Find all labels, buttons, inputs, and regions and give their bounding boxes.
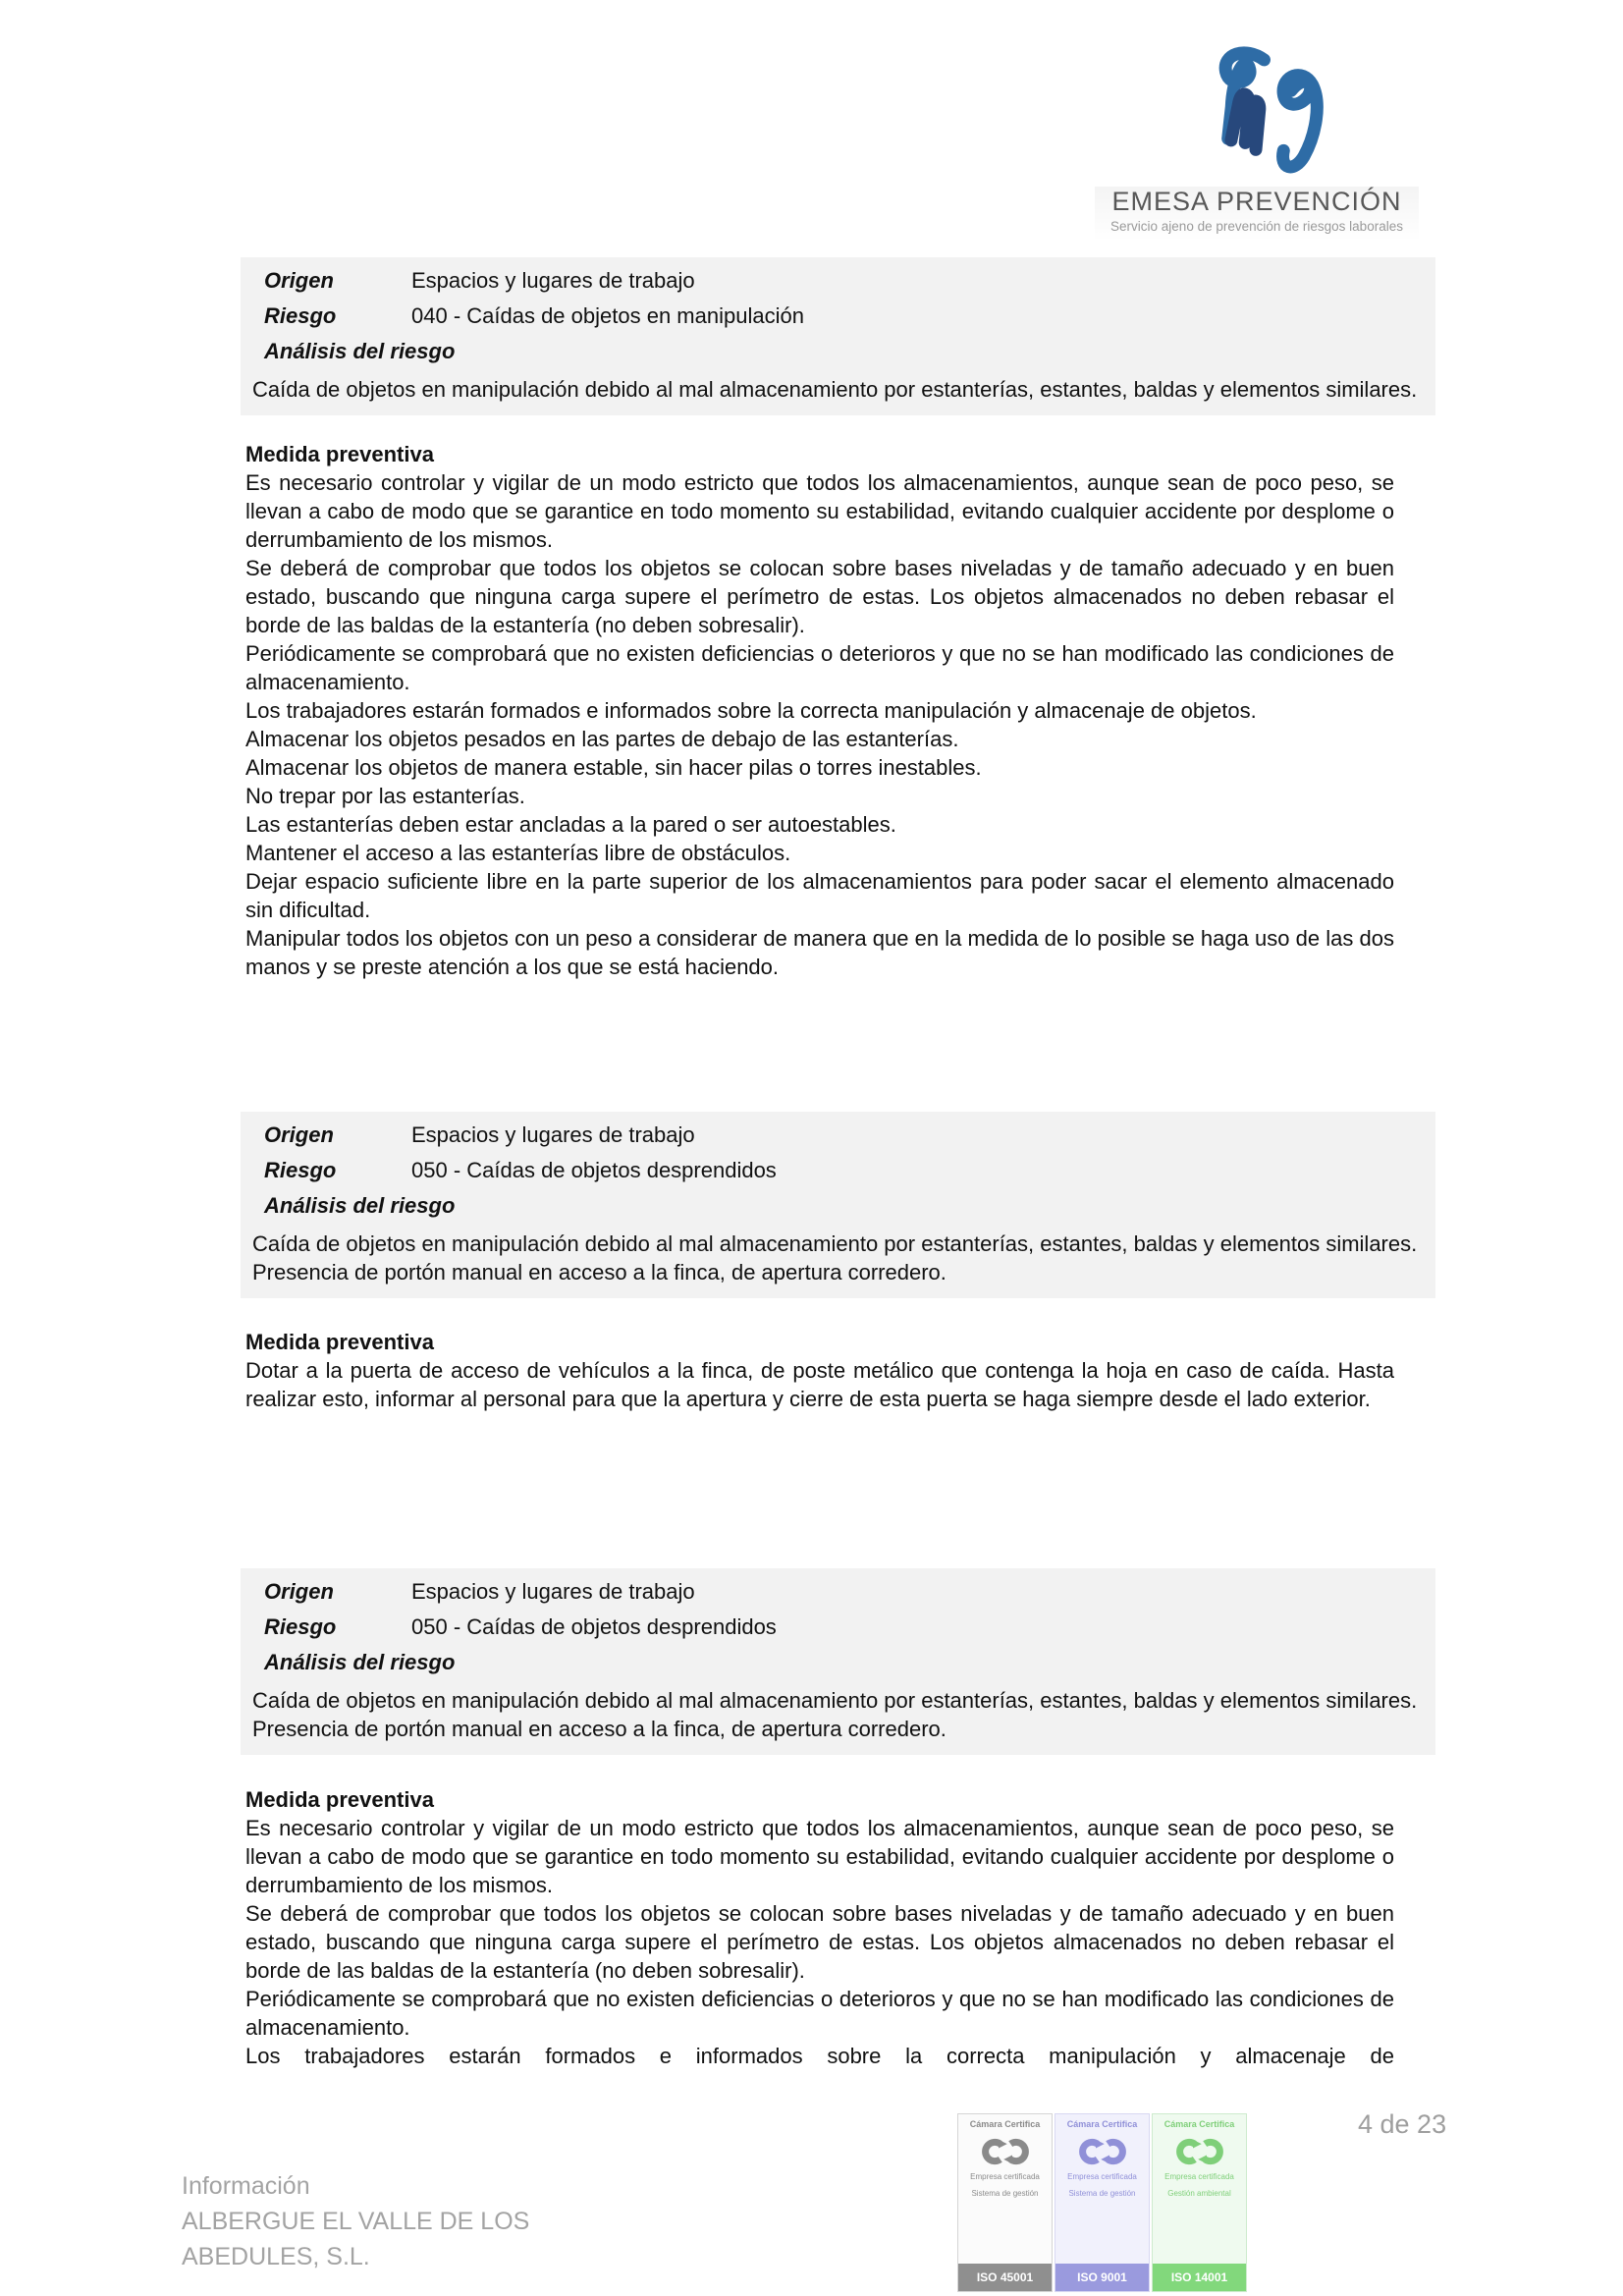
- medida-paragraph: Se deberá de comprobar que todos los objetos se colocan sobre bases niveladas y de tamaño adecuado y en buen estado, buscando que ninguna carga supere el perímetro de estas. Los objetos almacenados no deben rebasar el borde de las baldas de la estantería (no deben sobresalir).: [245, 556, 1394, 637]
- badge-line: Sistema de gestión: [971, 2189, 1039, 2198]
- camara-certifica-cc-icon: [1172, 2137, 1227, 2166]
- medida-paragraph: Dotar a la puerta de acceso de vehículos a la finca, de poste metálico que contenga la hoja en caso de caída. Hasta realizar esto, informar al personal para que la apertura y cierre de esta puerta se haga siempre desde el lado exterior.: [245, 1358, 1394, 1411]
- risk-card-2: [241, 1112, 1435, 1298]
- badge-line: Empresa certificada: [1164, 2172, 1234, 2181]
- origen-label: Origen: [264, 1579, 334, 1604]
- cert-badge-iso9001: [1055, 2113, 1150, 2292]
- medida-paragraph-truncated: Los trabajadores estarán formados e informados sobre la correcta manipulación y almacenaje de: [245, 2044, 1394, 2068]
- analisis-paragraph: Presencia de portón manual en acceso a la finca, de apertura corredero.: [252, 1717, 947, 1741]
- origen-label: Origen: [264, 1122, 334, 1147]
- riesgo-value: 050 - Caídas de objetos desprendidos: [411, 1158, 777, 1182]
- emesa-wordmark: EMESA PREVENCIÓN: [1111, 187, 1402, 216]
- origen-value: Espacios y lugares de trabajo: [411, 1579, 695, 1604]
- badge-iso-band: ISO 14001: [1153, 2264, 1246, 2291]
- emesa-logo: [1085, 37, 1429, 236]
- badge-line: Empresa certificada: [1067, 2172, 1137, 2181]
- badge-iso-band: ISO 9001: [1055, 2264, 1149, 2291]
- riesgo-label: Riesgo: [264, 1614, 337, 1639]
- page-number: 4 de 23: [1358, 2109, 1447, 2139]
- badge-header: Cámara Certifica: [1163, 2119, 1235, 2129]
- medida-block-2: [245, 1328, 1394, 1413]
- origen-row: [264, 1577, 1422, 1606]
- medida-paragraph: Manipular todos los objetos con un peso a considerar de manera que en la medida de lo posible se haga uso de las dos manos y se preste atención a los que se está haciendo.: [245, 926, 1394, 979]
- analisis-paragraph: Caída de objetos en manipulación debido al mal almacenamiento por estanterías, estantes, baldas y elementos similares.: [252, 1231, 1418, 1256]
- emesa-monogram-icon: [1183, 37, 1330, 187]
- riesgo-row: [264, 1156, 1422, 1184]
- riesgo-value: 050 - Caídas de objetos desprendidos: [411, 1614, 777, 1639]
- analisis-paragraph: Caída de objetos en manipulación debido al mal almacenamiento por estanterías, estantes, baldas y elementos similares.: [252, 1688, 1418, 1713]
- certification-badges: [957, 2113, 1247, 2292]
- cert-badge-iso14001: [1152, 2113, 1247, 2292]
- origen-value: Espacios y lugares de trabajo: [411, 268, 695, 293]
- badge-line: Sistema de gestión: [1068, 2189, 1136, 2198]
- medida-paragraph: No trepar por las estanterías.: [245, 784, 525, 808]
- analisis-heading: Análisis del riesgo: [264, 1193, 456, 1218]
- medida-paragraph: Periódicamente se comprobará que no existen deficiencias o deterioros y que no se han modificado las condiciones de almacenamiento.: [245, 1987, 1394, 2040]
- risk-card-3: [241, 1568, 1435, 1755]
- riesgo-row: [264, 301, 1422, 330]
- analisis-heading: Análisis del riesgo: [264, 1650, 456, 1674]
- origen-row: [264, 1121, 1422, 1149]
- medida-paragraph: Es necesario controlar y vigilar de un modo estricto que todos los almacenamientos, aunque sean de poco peso, se llevan a cabo de modo que se garantice en todo momento su estabilidad, evitando cualquier accidente por desplome o derrumbamiento de los mismos.: [245, 1816, 1394, 1897]
- medida-paragraph: Las estanterías deben estar ancladas a la pared o ser autoestables.: [245, 812, 896, 837]
- analisis-paragraph: Presencia de portón manual en acceso a la finca, de apertura corredero.: [252, 1260, 947, 1285]
- medida-paragraph: Almacenar los objetos de manera estable, sin hacer pilas o torres inestables.: [245, 755, 982, 780]
- riesgo-row: [264, 1613, 1422, 1641]
- analisis-heading: Análisis del riesgo: [264, 339, 456, 363]
- camara-certifica-cc-icon: [1075, 2137, 1130, 2166]
- medida-heading: Medida preventiva: [245, 442, 434, 466]
- medida-heading: Medida preventiva: [245, 1330, 434, 1354]
- medida-paragraph: Periódicamente se comprobará que no existen deficiencias o deterioros y que no se han modificado las condiciones de almacenamiento.: [245, 641, 1394, 694]
- medida-block-1: [245, 440, 1394, 981]
- medida-paragraph: Dejar espacio suficiente libre en la parte superior de los almacenamientos para poder sacar el elemento almacenado sin dificultad.: [245, 869, 1394, 922]
- medida-paragraph: Se deberá de comprobar que todos los objetos se colocan sobre bases niveladas y de tamaño adecuado y en buen estado, buscando que ninguna carga supere el perímetro de estas. Los objetos almacenados no deben rebasar el borde de las baldas de la estantería (no deben sobresalir).: [245, 1901, 1394, 1983]
- emesa-tagline: Servicio ajeno de prevención de riesgos laborales: [1110, 219, 1403, 234]
- camara-certifica-cc-icon: [978, 2137, 1033, 2166]
- medida-paragraph: Los trabajadores estarán formados e informados sobre la correcta manipulación y almacenaje de objetos.: [245, 698, 1257, 723]
- badge-header: Cámara Certifica: [1066, 2119, 1138, 2129]
- cert-badge-iso45001: [957, 2113, 1053, 2292]
- medida-paragraph: Mantener el acceso a las estanterías libre de obstáculos.: [245, 841, 791, 865]
- origen-label: Origen: [264, 268, 334, 293]
- medida-paragraph: Almacenar los objetos pesados en las partes de debajo de las estanterías.: [245, 727, 959, 751]
- medida-block-3: [245, 1785, 1394, 2070]
- badge-line: Empresa certificada: [970, 2172, 1040, 2181]
- riesgo-label: Riesgo: [264, 303, 337, 328]
- badge-line: Gestión ambiental: [1167, 2189, 1231, 2198]
- footer-company-line-2: ABEDULES, S.L.: [182, 2243, 370, 2270]
- medida-heading: Medida preventiva: [245, 1787, 434, 1812]
- footer-info: [182, 2168, 529, 2274]
- medida-paragraph: Es necesario controlar y vigilar de un modo estricto que todos los almacenamientos, aunque sean de poco peso, se llevan a cabo de modo que se garantice en todo momento su estabilidad, evitando cualquier accidente por desplome o derrumbamiento de los mismos.: [245, 470, 1394, 552]
- risk-card-1: [241, 257, 1435, 415]
- badge-iso-band: ISO 45001: [958, 2264, 1052, 2291]
- badge-header: Cámara Certifica: [969, 2119, 1041, 2129]
- footer-company-line-1: ALBERGUE EL VALLE DE LOS: [182, 2208, 530, 2235]
- riesgo-label: Riesgo: [264, 1158, 337, 1182]
- origen-row: [264, 266, 1422, 295]
- analisis-paragraph: Caída de objetos en manipulación debido al mal almacenamiento por estanterías, estantes, baldas y elementos similares.: [252, 377, 1418, 402]
- origen-value: Espacios y lugares de trabajo: [411, 1122, 695, 1147]
- riesgo-value: 040 - Caídas de objetos en manipulación: [411, 303, 804, 328]
- footer-info-label: Información: [182, 2172, 310, 2200]
